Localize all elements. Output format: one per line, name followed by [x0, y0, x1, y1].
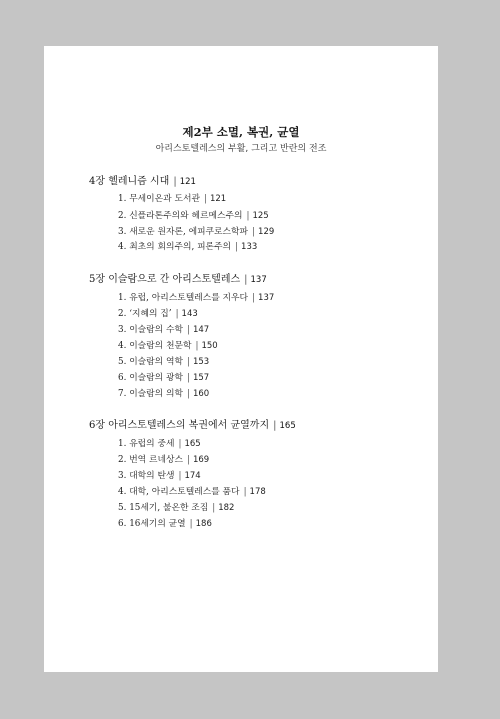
item-title: 1. 유럽, 아리스토텔레스를 지우다	[118, 293, 249, 303]
item-title: 1. 무세이온과 도서관	[118, 194, 200, 204]
item-title: 3. 새로운 원자론, 에피쿠로스학파	[118, 227, 249, 237]
item-page-number: 137	[258, 293, 275, 303]
item-title: 3. 대학의 탄생	[118, 471, 175, 481]
item-page-number: 165	[184, 439, 201, 449]
item-page-number: 160	[192, 389, 210, 399]
toc-item: 1. 유럽, 아리스토텔레스를 지우다 | 137	[118, 293, 275, 303]
toc-item: 2. ‘지혜의 집’ | 143	[118, 309, 198, 319]
toc-item: 1. 유럽의 중세 | 165	[118, 439, 201, 449]
part-title: 제2부 소멸, 복권, 균열	[182, 125, 300, 139]
chapter-title: 4장 헬레니즘 시대	[89, 176, 170, 187]
toc-item: 7. 이슬람의 의학 | 160	[118, 389, 210, 399]
chapter-page-number: 121	[179, 177, 196, 187]
toc-item: 6. 이슬람의 광학 | 157	[118, 373, 210, 383]
toc-item: 5. 15세기, 불온한 조짐 | 182	[118, 503, 235, 513]
book-page	[44, 46, 438, 672]
item-page-number: 153	[192, 357, 210, 367]
item-page-number: 133	[241, 242, 258, 252]
item-page-number: 169	[192, 455, 210, 465]
item-page-number: 147	[192, 325, 210, 335]
chapter-title: 6장 아리스토텔레스의 복권에서 균열까지	[89, 420, 270, 431]
item-title: 6. 16세기의 균열	[118, 519, 186, 529]
separator: |	[273, 420, 277, 431]
item-title: 2. 번역 르네상스	[118, 455, 183, 465]
item-title: 2. ‘지혜의 집’	[118, 309, 172, 319]
chapter-heading	[89, 416, 296, 431]
toc-item: 2. 번역 르네상스 | 169	[118, 455, 210, 465]
toc-item: 4. 이슬람의 천문학 | 150	[118, 341, 218, 351]
chapter-heading	[89, 270, 267, 285]
item-title: 7. 이슬람의 의학	[118, 389, 183, 399]
item-page-number: 178	[249, 487, 266, 497]
item-title: 5. 이슬람의 역학	[118, 357, 183, 367]
part-subtitle: 아리스토텔레스의 부활, 그리고 반란의 전조	[155, 144, 327, 154]
chapter-title: 5장 이슬람으로 간 아리스토텔레스	[89, 274, 241, 285]
toc-item: 3. 대학의 탄생 | 174	[118, 471, 201, 481]
item-page-number: 174	[184, 471, 201, 481]
item-title: 2. 신플라톤주의와 헤르메스주의	[118, 211, 243, 221]
item-title: 4. 대학, 아리스토텔레스를 품다	[118, 487, 240, 497]
toc-item: 6. 16세기의 균열 | 186	[118, 519, 212, 529]
toc-item: 5. 이슬람의 역학 | 153	[118, 357, 210, 367]
item-page-number: 157	[192, 373, 210, 383]
item-page-number: 143	[181, 309, 198, 319]
item-page-number: 186	[195, 519, 212, 529]
item-title: 5. 15세기, 불온한 조짐	[118, 503, 209, 513]
toc-item: 1. 무세이온과 도서관 | 121	[118, 194, 227, 204]
item-page-number: 182	[218, 503, 235, 513]
chapter-page-number: 165	[279, 421, 296, 431]
item-title: 1. 유럽의 중세	[118, 439, 175, 449]
separator: |	[173, 176, 177, 187]
toc-item: 3. 새로운 원자론, 에피쿠로스학파 | 129	[118, 227, 275, 237]
toc-item: 4. 최초의 회의주의, 피론주의 | 133	[118, 242, 258, 252]
toc-item: 2. 신플라톤주의와 헤르메스주의 | 125	[118, 211, 269, 221]
chapter-page-number: 137	[250, 275, 267, 285]
chapter-heading	[89, 172, 196, 187]
separator: |	[244, 274, 248, 285]
toc-item: 4. 대학, 아리스토텔레스를 품다 | 178	[118, 487, 266, 497]
item-title: 4. 이슬람의 천문학	[118, 341, 192, 351]
item-title: 4. 최초의 회의주의, 피론주의	[118, 242, 232, 252]
item-page-number: 129	[258, 227, 275, 237]
item-title: 6. 이슬람의 광학	[118, 373, 183, 383]
item-page-number: 121	[209, 194, 227, 204]
item-page-number: 125	[252, 211, 269, 221]
toc-item: 3. 이슬람의 수학 | 147	[118, 325, 210, 335]
item-page-number: 150	[201, 341, 218, 351]
item-title: 3. 이슬람의 수학	[118, 325, 183, 335]
